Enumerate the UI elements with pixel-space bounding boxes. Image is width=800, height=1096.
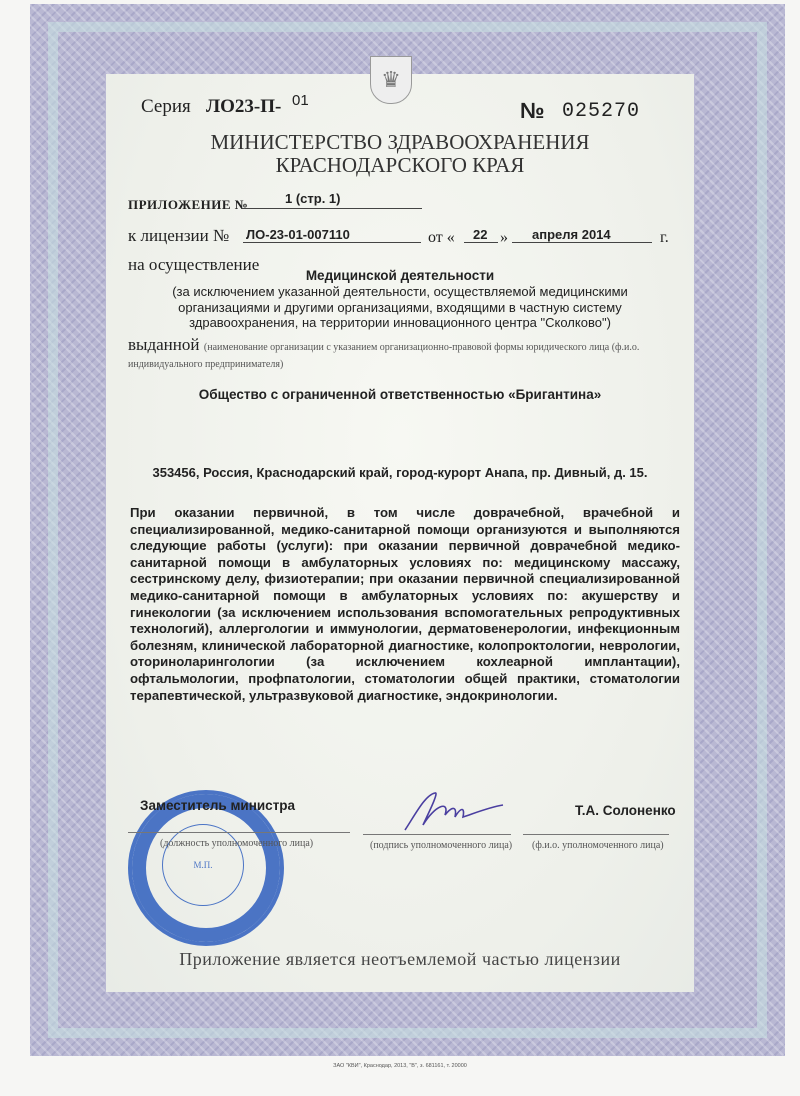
official-seal xyxy=(128,790,284,946)
seal-center xyxy=(162,824,244,906)
license-label: к лицензии № xyxy=(128,226,230,245)
footer-note: Приложение является неотъемлемой частью лицензии xyxy=(179,949,621,969)
ministry-line2: КРАСНОДАРСКОГО КРАЯ xyxy=(275,153,525,177)
number-sign: № xyxy=(520,98,545,123)
position-line xyxy=(128,832,350,833)
stamp-mark: М.П. xyxy=(193,860,213,870)
series-label: Серия xyxy=(141,96,191,117)
license-value: ЛО-23-01-007110 xyxy=(246,227,350,242)
printer-imprint: ЗАО "КВИ", Краснодар, 2013, "В", з. 681161, т. 20000 xyxy=(333,1063,467,1069)
activity-label: на осуществление xyxy=(128,255,260,274)
signature-line xyxy=(363,834,511,835)
signatory-position: Заместитель министра xyxy=(140,798,296,813)
coat-of-arms-emblem: ♛ xyxy=(370,56,412,104)
issued-label: выданной xyxy=(128,335,200,354)
name-caption: (ф.и.о. уполномоченного лица) xyxy=(532,840,664,851)
year-suffix: г. xyxy=(660,229,669,246)
licensed-services-text: При оказании первичной, в том числе доврачебной, врачебной и специализированной, медико-санитарной помощи организуются и выполняются следующие работы (услуги): при оказании первичной доврачебной медико-санитарной помощи в амбулаторных условиях по: медицинскому массажу, сестринскому делу, физиотерапии; при оказании первичной специализированной медико-санитарной помощи в амбулаторных условиях по: акушерству и гинекологии (за исключением использования вспомогательных репродуктивных технологий), аллергологии и иммунологии, дерматовенерологии, инфекционным болезням, клинической лабораторной диагностике, колопроктологии, неврологии, оториноларингологии (за исключением кохлеарной имплантации), офтальмологии, профпатологии, стоматологии общей практики, стоматологии терапевтической, ультразвуковой диагностике, эндокринологии. xyxy=(130,505,680,703)
name-line xyxy=(523,834,669,835)
activity-title: Медицинской деятельности xyxy=(305,268,495,283)
license-line xyxy=(243,242,421,243)
form-number: 025270 xyxy=(562,100,641,123)
activity-note: (за исключением указанной деятельности, осуществляемой медицинскими организациями и другими организациями, входящими в частную систему здравоохранения, на территории инновационного центра "Сколково") xyxy=(172,284,628,330)
appendix-label: ПРИЛОЖЕНИЕ № xyxy=(128,197,249,212)
signatory-name: Т.А. Солоненко xyxy=(575,803,676,818)
series-number: 01 xyxy=(292,92,309,109)
series-code: ЛО23-П- xyxy=(206,96,282,117)
appendix-line xyxy=(242,208,422,209)
appendix-value: 1 (стр. 1) xyxy=(285,191,341,206)
ministry-line1: МИНИСТЕРСТВО ЗДРАВООХРАНЕНИЯ xyxy=(210,130,590,154)
day-value: 22 xyxy=(473,227,488,242)
organization-address: 353456, Россия, Краснодарский край, город-курорт Анапа, пр. Дивный, д. 15. xyxy=(152,465,648,480)
signature-caption: (подпись уполномоченного лица) xyxy=(370,840,513,851)
position-caption: (должность уполномоченного лица) xyxy=(160,838,314,849)
issued-hint: (наименование организации с указанием организационно-правовой формы юридического лица (ф.и.о. индивидуального предпринимателя) xyxy=(128,342,640,370)
organization-name: Общество с ограниченной ответственностью «Бригантина» xyxy=(198,387,602,402)
issued-block xyxy=(128,337,683,372)
month-line xyxy=(512,242,652,243)
from-label: от « xyxy=(428,229,455,246)
day-line xyxy=(464,242,498,243)
quote-close: » xyxy=(500,229,508,246)
month-year-value: апреля 2014 xyxy=(532,227,611,242)
handwritten-signature xyxy=(395,785,505,835)
